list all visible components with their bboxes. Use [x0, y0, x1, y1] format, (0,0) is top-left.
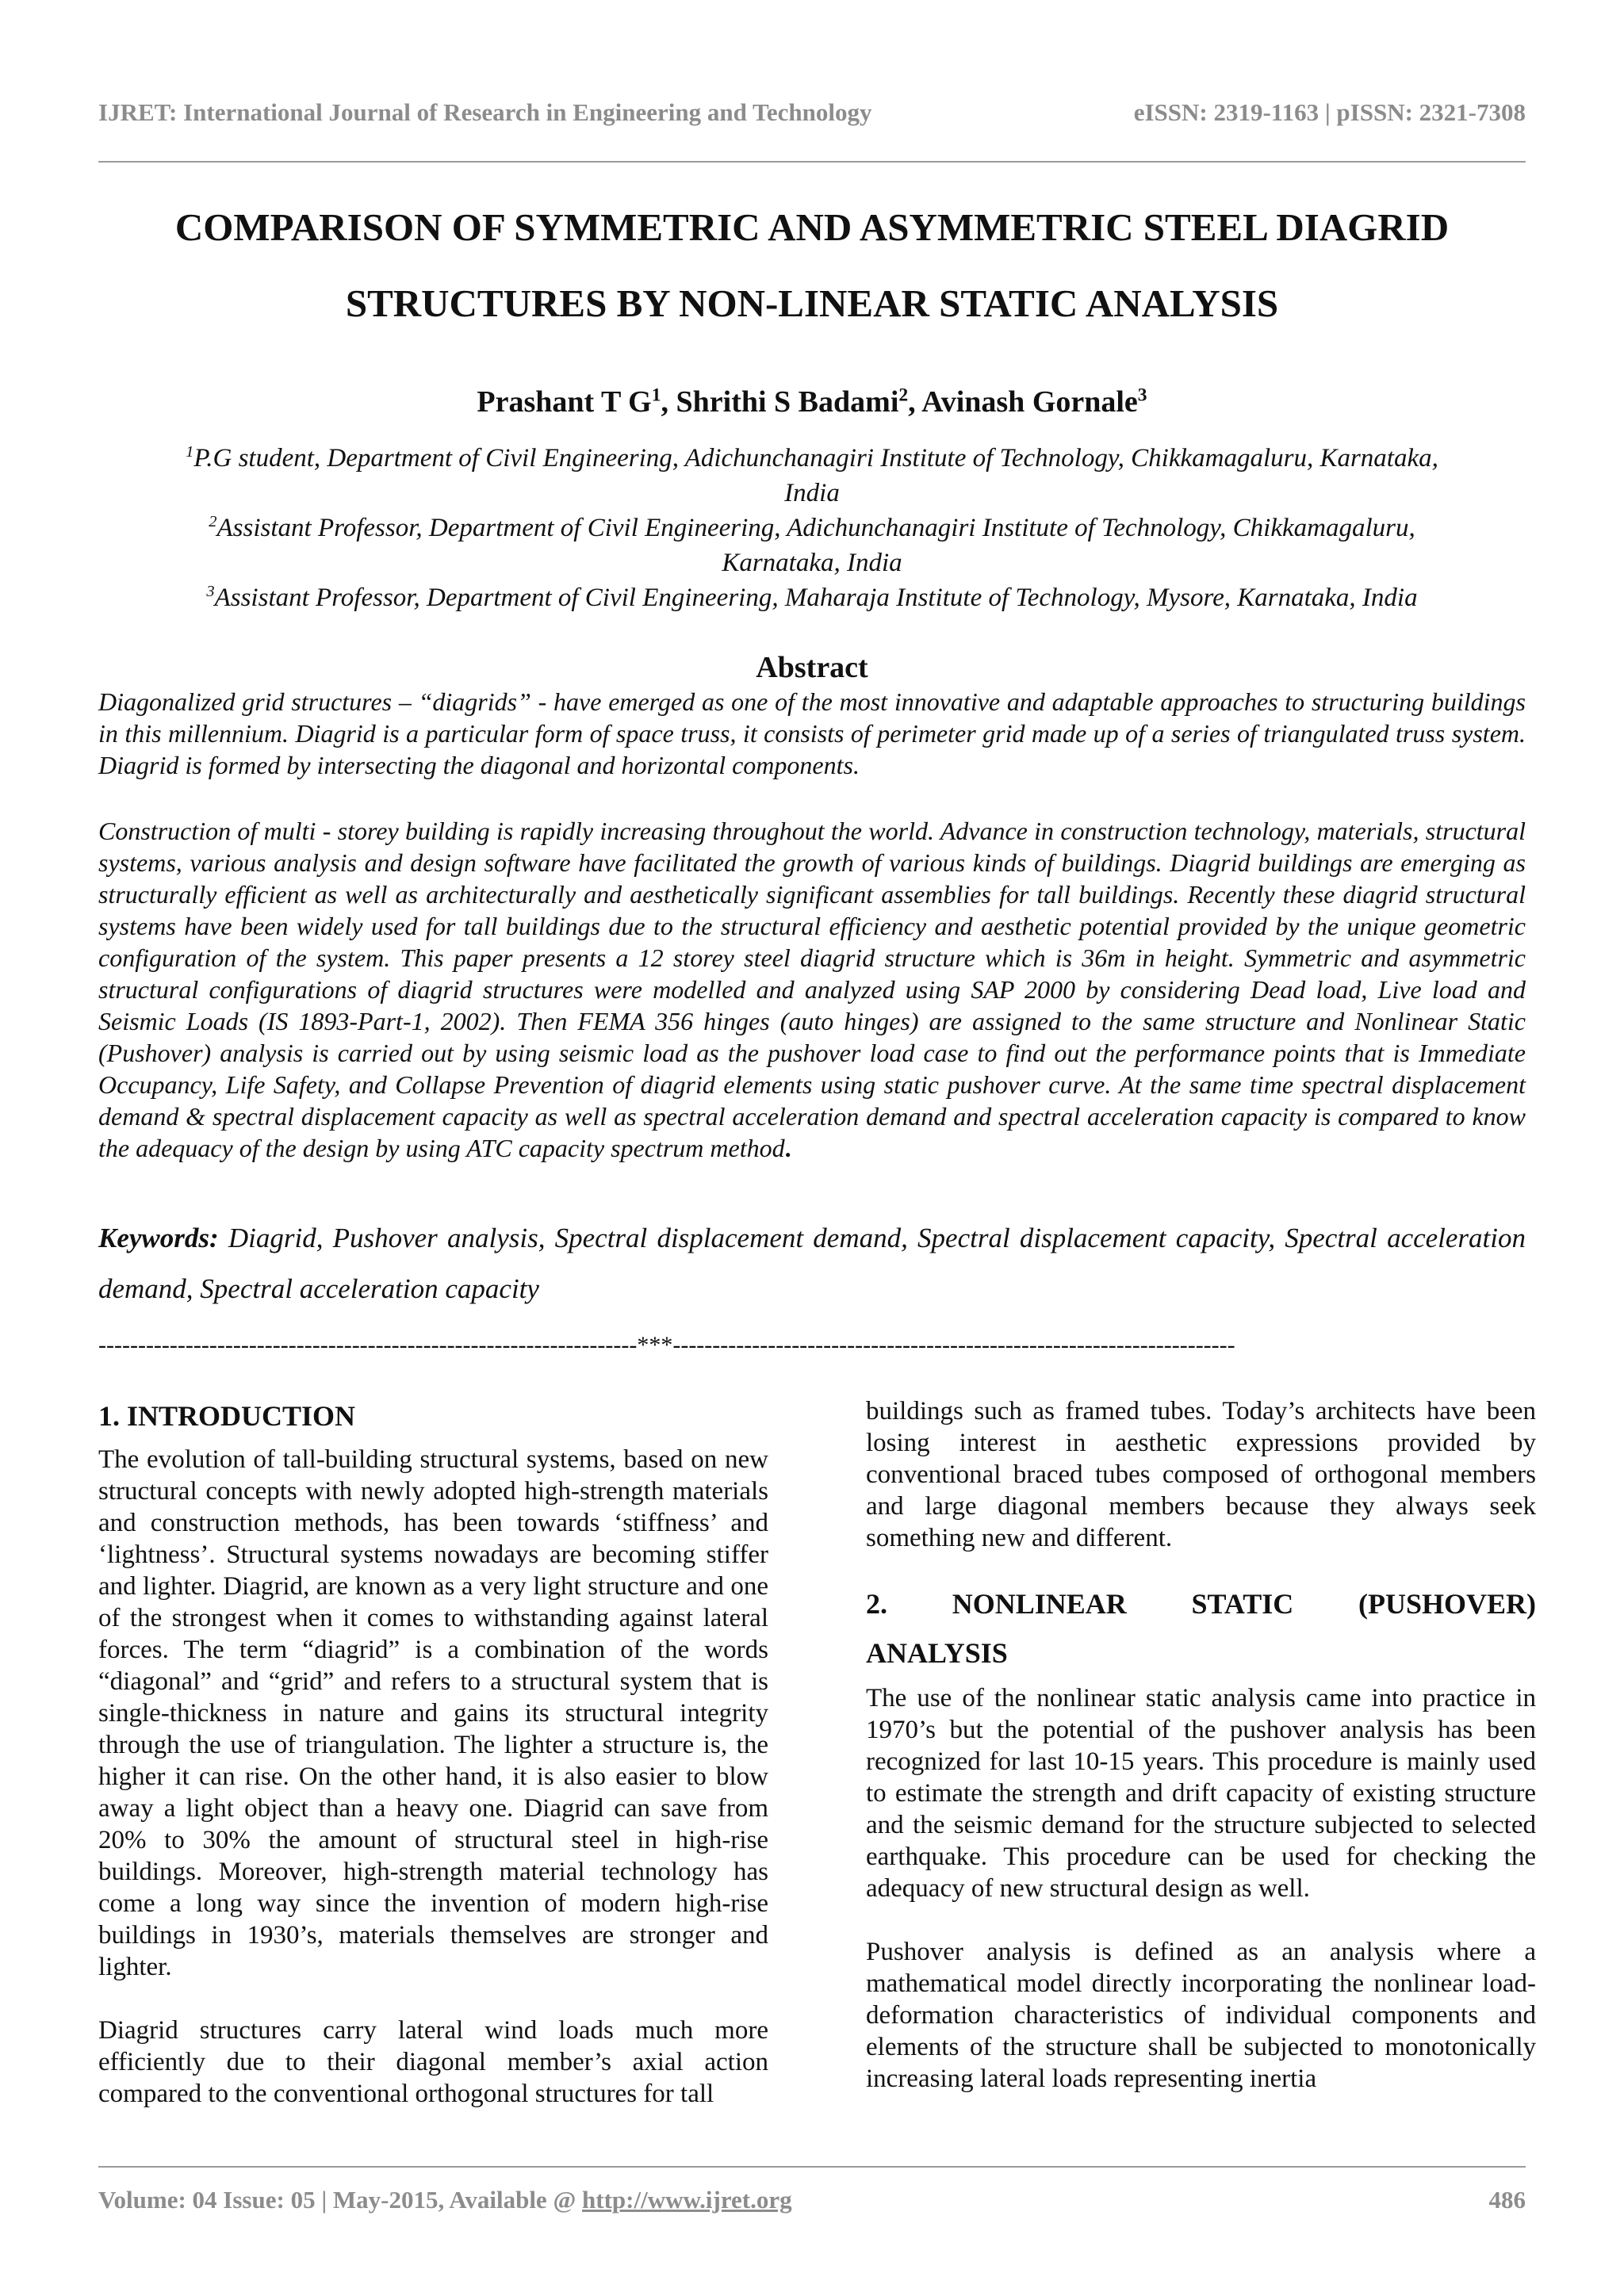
- journal-name: IJRET: International Journal of Research in Engineering and Technology: [98, 98, 872, 126]
- abstract-paragraph-2-text: Construction of multi - storey building is rapidly increasing throughout the world. Advance in construction technology, materials, structural systems, various analysis and design software have facilitated the growth of various kinds of buildings. Diagrid buildings are emerging as structurally efficient as well as architecturally and aesthetically significant assemblies for tall buildings. Recently these diagrid structural systems have been widely used for tall buildings due to the structural efficiency and aesthetic potential provided by the unique geometric configuration of the system. This paper presents a 12 storey steel diagrid structure which is 36m in height. Symmetric and asymmetric structural configurations of diagrid structures were modelled and analyzed using SAP 2000 by considering Dead load, Live load and Seismic Loads (IS 1893-Part-1, 2002). Then FEMA 356 hinges (auto hinges) are assigned to the same structure and Nonlinear Static (Pushover) analysis is carried out by using seismic load as the pushover load case to find out the performance points that is Immediate Occupancy, Life Safety, and Collapse Prevention of diagrid elements using static pushover curve. At the same time spectral displacement demand & spectral displacement capacity as well as spectral acceleration demand and spectral acceleration capacity is compared to know the adequacy of the design by using ATC capacity spectrum method: [98, 817, 1526, 1162]
- journal-link[interactable]: http://www.ijret.org: [582, 2186, 792, 2214]
- page-number: 486: [1488, 2186, 1526, 2214]
- affil-sup: 3: [206, 583, 215, 600]
- paper-title-line-2: STRUCTURES BY NON-LINEAR STATIC ANALYSIS: [345, 281, 1279, 325]
- affil-text: India: [784, 479, 840, 507]
- affil-text: Karnataka, India: [722, 549, 902, 577]
- author-sup: 3: [1137, 385, 1147, 406]
- abstract-end-mark: .: [784, 1134, 791, 1162]
- footer-volume: [98, 2186, 792, 2214]
- abstract-paragraph-2: [98, 815, 1526, 1164]
- section-separator: --------------------------------------------------------------------***-----------------------------------------------------------------------: [98, 1332, 1235, 1358]
- affiliation-1: [98, 441, 1526, 511]
- keywords-text: Diagrid, Pushover analysis, Spectral displacement demand, Spectral displacement capacity, Spectral acceleration demand, Spectral acceleration capacity: [98, 1223, 1526, 1304]
- author-sep: ,: [661, 385, 676, 419]
- issn: eISSN: 2319-1163 | pISSN: 2321-7308: [1133, 98, 1526, 126]
- footer-text: Volume: 04 Issue: 05 | May-2015, Available @: [98, 2186, 583, 2214]
- keywords-label: Keywords:: [98, 1223, 219, 1253]
- intro-paragraph-1: The evolution of tall-building structural systems, based on new structural concepts with newly adopted high-strength materials and construction methods, has been towards ‘stiffness’ and ‘lightness’. Structural systems nowadays are becoming stiffer and lighter. Diagrid, are known as a very light structure and one of the strongest when it comes to withstanding against lateral forces. The term “diagrid” is a combination of the words “diagonal” and “grid” and refers to a structural system that is single-thickness in nature and gains its structural integrity through the use of triangulation. The lighter a structure is, the higher it can rise. On the other hand, it is also easier to blow away a light object than a heavy one. Diagrid can save from 20% to 30% the amount of structural steel in high-rise buildings. Moreover, high-strength material technology has come a long way since the invention of modern high-rise buildings in 1930’s, materials themselves are stronger and lighter.: [98, 1445, 768, 1981]
- author-name: Prashant T G: [477, 385, 652, 419]
- abstract-paragraph-1: Diagonalized grid structures – “diagrids” - have emerged as one of the most innovative and adaptable approaches to structuring buildings in this millennium. Diagrid is a particular form of space truss, it consists of perimeter grid made up of a series of triangulated truss system. Diagrid is formed by intersecting the diagonal and horizontal components.: [98, 687, 1526, 779]
- section-heading-introduction: 1. INTRODUCTION: [98, 1400, 356, 1432]
- heading-word: NONLINEAR: [952, 1588, 1127, 1620]
- authors: [98, 385, 1526, 419]
- affil-sup: 2: [209, 513, 217, 530]
- affil-text: Assistant Professor, Department of Civil Engineering, Adichunchanagiri Institute of Technology, Chikkamagaluru,: [216, 514, 1415, 542]
- footer-rule: [98, 2166, 1526, 2168]
- intro-paragraph-2: Diagrid structures carry lateral wind loads much more efficiently due to their diagonal member’s axial action compared to the conventional orthogonal structures for tall: [98, 2016, 768, 2108]
- heading-word: STATIC: [1191, 1588, 1294, 1620]
- right-column: [866, 1395, 1536, 2095]
- author-name: Shrithi S Badami: [676, 385, 899, 419]
- keywords: [98, 1213, 1526, 1314]
- header-rule: [98, 161, 1526, 163]
- heading-word: 2.: [866, 1588, 887, 1620]
- affil-sup: 1: [186, 443, 194, 461]
- section-heading-pushover: [866, 1587, 1536, 1621]
- abstract-heading: Abstract: [756, 651, 868, 684]
- author-sup: 2: [898, 385, 909, 406]
- pushover-paragraph-2: Pushover analysis is defined as an analysis where a mathematical model directly incorporating the nonlinear load-deformation characteristics of individual components and elements of the structure shall be subjected to monotonically increasing lateral loads representing inertia: [866, 1938, 1536, 2093]
- author-sup: 1: [651, 385, 661, 406]
- affiliation-2: [98, 511, 1526, 580]
- affil-text: Assistant Professor, Department of Civil Engineering, Maharaja Institute of Technology, Mysore, Karnataka, India: [214, 584, 1418, 612]
- paper-title-line-1: COMPARISON OF SYMMETRIC AND ASYMMETRIC STEEL DIAGRID: [174, 205, 1450, 249]
- author-name: Avinash Gornale: [921, 385, 1138, 419]
- affiliation-3: [98, 580, 1526, 615]
- intro-paragraph-continued: buildings such as framed tubes. Today’s architects have been losing interest in aesthetic expressions provided by conventional braced tubes composed of orthogonal members and large diagonal members because they always seek something new and different.: [866, 1397, 1536, 1552]
- affil-text: P.G student, Department of Civil Engineering, Adichunchanagiri Institute of Technology, Chikkamagaluru, Karnataka,: [193, 444, 1438, 473]
- left-column: [98, 1399, 768, 2110]
- heading-word: (PUSHOVER): [1358, 1588, 1536, 1620]
- author-sep: ,: [908, 385, 922, 419]
- section-heading-pushover-line-2: ANALYSIS: [866, 1637, 1008, 1669]
- pushover-paragraph-1: The use of the nonlinear static analysis came into practice in 1970’s but the potential of the pushover analysis has been recognized for last 10-15 years. This procedure is mainly used to estimate the strength and drift capacity of existing structure and the seismic demand for the structure subjected to selected earthquake. This procedure can be used for checking the adequacy of new structural design as well.: [866, 1684, 1536, 1903]
